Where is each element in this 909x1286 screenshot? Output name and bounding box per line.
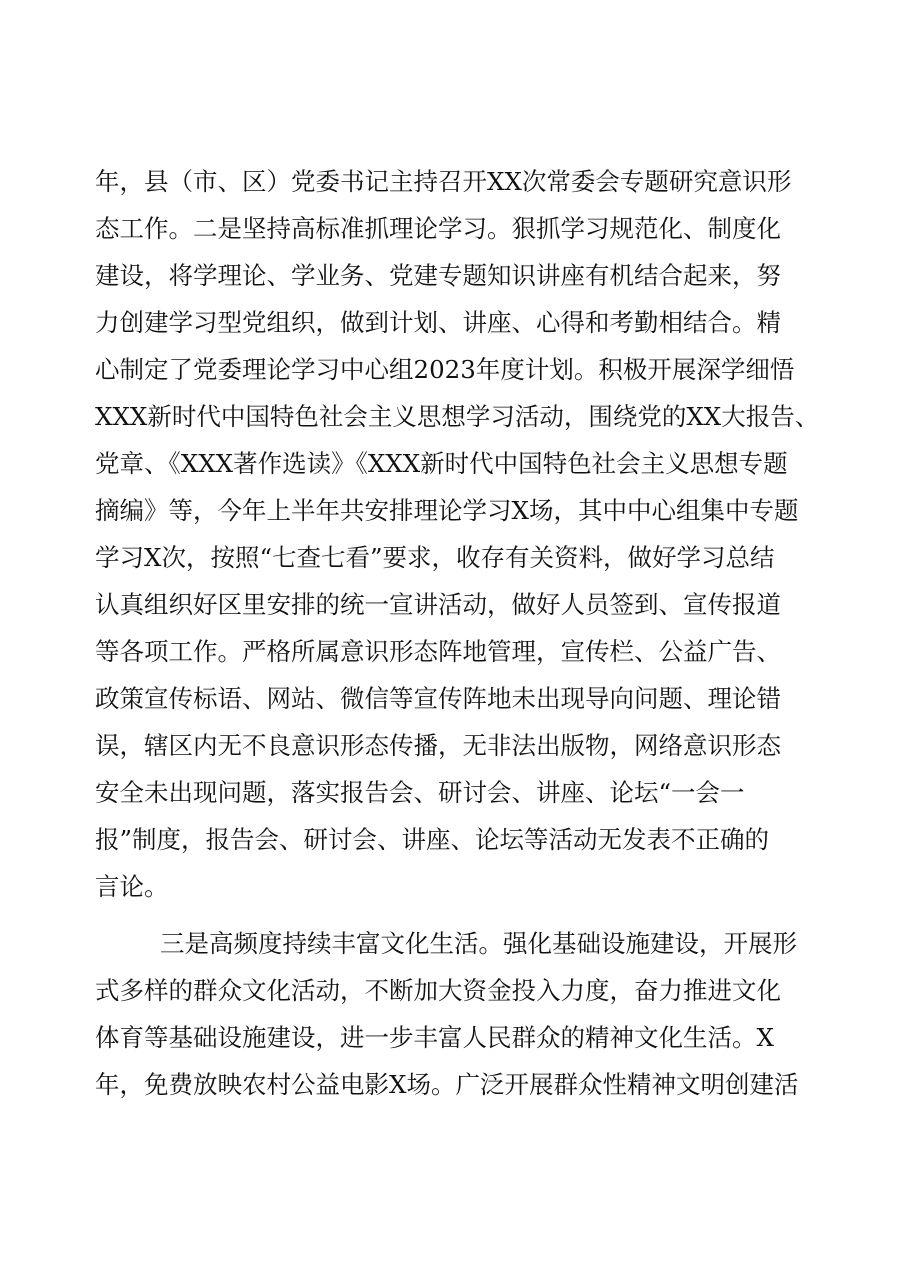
line-text: 报”制度，报告会、研讨会、讲座、论坛等活动无发表不正确的 [95, 825, 770, 854]
line-text: 年，县（市、区）党委书记主持召开XX次常委会专题研究意识形 [95, 167, 792, 196]
text-line [0, 446, 909, 482]
text-line [0, 258, 909, 294]
line-text: 三是高频度持续丰富文化生活。强化基础设施建设，开展形 [160, 929, 797, 958]
text-line [0, 926, 909, 962]
text-line [0, 775, 909, 811]
line-text: 力创建学习型党组织，做到计划、讲座、心得和考勤相结合。精 [95, 308, 781, 337]
line-text: 建设，将学理论、学业务、党建专题知识讲座有机结合起来，努 [95, 261, 781, 290]
text-line [0, 681, 909, 717]
line-text: 摘编》等，今年上半年共安排理论学习X场，其中中心组集中专题 [95, 496, 799, 525]
line-text: 态工作。二是坚持高标准抓理论学习。狠抓学习规范化、制度化 [95, 214, 781, 243]
line-text: 误，辖区内无不良意识形态传播，无非法出版物，网络意识形态 [95, 731, 781, 760]
text-line [0, 634, 909, 670]
line-text: 言论。 [95, 872, 169, 901]
line-text: 学习X次，按照“七查七看”要求，收存有关资料，做好学习总结 [95, 543, 775, 572]
line-text: 体育等基础设施建设，进一步丰富人民群众的精神文化生活。X [95, 1023, 774, 1052]
text-line [0, 211, 909, 247]
text-line [0, 540, 909, 576]
text-line [0, 1020, 909, 1056]
text-line [0, 869, 909, 905]
line-text: 认真组织好区里安排的统一宣讲活动，做好人员签到、宣传报道 [95, 590, 781, 619]
text-line [0, 352, 909, 388]
line-text: 心制定了党委理论学习中心组2023年度计划。积极开展深学细悟 [95, 355, 795, 384]
text-line [0, 973, 909, 1009]
text-line [0, 493, 909, 529]
text-line [0, 399, 909, 435]
line-text: 安全未出现问题，落实报告会、研讨会、讲座、论坛“一会一 [95, 778, 745, 807]
text-line [0, 587, 909, 623]
text-line [0, 728, 909, 764]
line-text: XXX新时代中国特色社会主义思想学习活动，围绕党的XX大报告、 [95, 402, 820, 431]
text-line [0, 1067, 909, 1103]
line-text: 式多样的群众文化活动，不断加大资金投入力度，奋力推进文化 [95, 976, 781, 1005]
line-text: 政策宣传标语、网站、微信等宣传阵地未出现导向问题、理论错 [95, 684, 781, 713]
text-line [0, 305, 909, 341]
line-text: 等各项工作。严格所属意识形态阵地管理，宣传栏、公益广告、 [95, 637, 781, 666]
line-text: 年，免费放映农村公益电影X场。广泛开展群众性精神文明创建活 [95, 1070, 799, 1099]
line-text: 党章、《XXX著作选读》《XXX新时代中国特色社会主义思想专题 [95, 449, 788, 478]
text-line [0, 164, 909, 200]
text-line [0, 822, 909, 858]
